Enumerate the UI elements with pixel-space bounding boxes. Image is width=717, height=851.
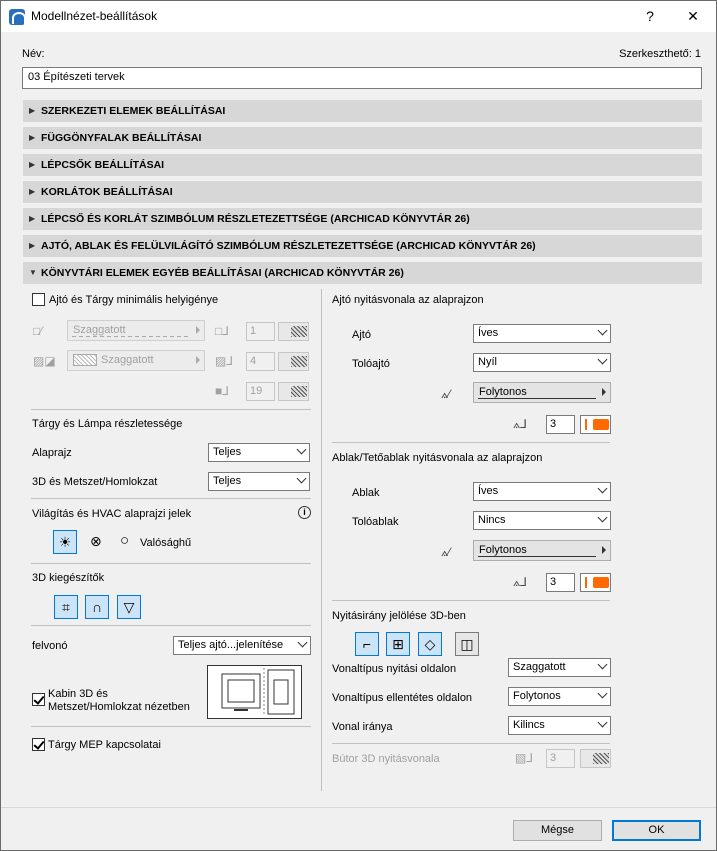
cabin-label-1: Kabin 3D és [48,688,108,700]
divider [31,726,311,727]
divider [332,442,610,443]
chevron-right-icon: ▶ [29,160,36,169]
elevator-label: felvonó [32,640,68,652]
realistic-icon[interactable]: ○ [120,532,130,549]
detail-heading: Tárgy és Lámpa részletessége [32,418,183,430]
chevron-down-icon [297,474,307,484]
section-railings[interactable] [23,181,702,203]
fill-icon: ▨◪ [33,354,56,368]
chevron-down-icon [598,484,608,494]
sliding-window-select[interactable] [473,511,611,530]
section3d-label: 3D és Metszet/Homlokzat [32,476,158,488]
fill-type-select[interactable] [67,350,205,371]
pen-number-2[interactable]: 4 [246,352,275,371]
door-pen-swatch[interactable] [580,415,611,434]
min-space-label: Ajtó és Tárgy minimális helyigénye [49,294,219,306]
section3d-select[interactable] [208,472,310,491]
furniture-pen-number[interactable]: 3 [546,749,575,768]
window-title: Modellnézet-beállítások [31,9,158,23]
door-pen-number[interactable]: 3 [546,415,575,434]
editable-count: Szerkeszthető: 1 [619,48,701,60]
section3d-value: Teljes [213,475,242,487]
divider [332,743,610,744]
archicad-icon [9,9,25,25]
section-label: LÉPCSŐK BEÁLLÍTÁSAI [41,159,165,171]
section-label: LÉPCSŐ ÉS KORLÁT SZIMBÓLUM RÉSZLETEZETTSÉGE (ARCHICAD KÖNYVTÁR 26) [41,213,470,225]
cancel-button[interactable]: Mégse [513,820,602,841]
min-space-checkbox[interactable] [32,293,45,306]
door-heading: Ajtó nyitásvonala az alaprajzon [332,294,484,306]
section-library-other[interactable] [23,262,702,284]
divider [31,498,311,499]
ok-button[interactable]: OK [612,820,701,841]
chevron-right-icon: ▶ [29,214,36,223]
window-heading: Ablak/Tetőablak nyitásvonala az alaprajzon [332,452,543,464]
line-type-select[interactable] [67,320,205,341]
section-stairs[interactable] [23,154,702,176]
sliding-window-label: Tolóablak [352,516,399,528]
lighting-heading: Világítás és HVAC alaprajzi jelek [32,508,192,520]
name-input[interactable]: 03 Építészeti tervek [22,67,702,89]
floorplan-select[interactable] [208,443,310,462]
door-value: Íves [478,327,499,339]
window-select[interactable] [473,482,611,501]
direction-value: Kilincs [513,719,545,731]
elevator-preview [207,665,302,719]
close-button[interactable]: ✕ [687,8,699,24]
fill-pattern-swatch [73,354,97,366]
section-stair-symbol[interactable] [23,208,702,230]
section-curtain-wall[interactable] [23,127,702,149]
mep-checkbox[interactable] [32,738,45,751]
pen-number-1[interactable]: 1 [246,322,275,341]
chevron-down-icon [298,638,308,648]
section-label: FÜGGÖNYFALAK BEÁLLÍTÁSAI [41,132,202,144]
open-side-value: Szaggatott [513,661,566,673]
pen-swatch-2[interactable] [278,352,309,371]
sliding-door-select[interactable] [473,353,611,372]
line-type-value: Szaggatott [73,324,126,336]
cabin-checkbox[interactable] [32,693,45,706]
chevron-right-icon: ▶ [29,241,36,250]
line-icon: □⁄ [33,324,43,338]
divider [31,563,311,564]
door-line-type-select[interactable] [473,382,611,403]
pen-swatch-3[interactable] [278,382,309,401]
line-type-icon: ⟑⁄ [441,387,451,401]
chevron-down-icon [598,326,608,336]
pen-swatch-1[interactable] [278,322,309,341]
pen-icon: ⟑⅃ [513,575,527,589]
cross-circle-icon[interactable]: ⊗ [90,533,102,549]
section-label: SZERKEZETI ELEMEK BEÁLLÍTÁSAI [41,105,226,117]
sliding-window-value: Nincs [478,514,506,526]
door-select[interactable] [473,324,611,343]
pen-icon: ⟑⅃ [513,417,527,431]
furniture-pen-icon: ▧⅃ [515,751,534,765]
section-label: KÖNYVTÁRI ELEMEK EGYÉB BEÁLLÍTÁSAI (ARCHICAD KÖNYVTÁR 26) [41,267,404,279]
chevron-down-icon [598,513,608,523]
info-icon[interactable]: i [298,506,311,519]
fill-pen-icon: ▨⅃ [215,354,234,368]
fill-type-value: Szaggatott [101,354,154,366]
opening-door-icon[interactable]: ⌐ [355,632,379,656]
cabin-label-2: Metszet/Homlokzat nézetben [48,701,190,713]
window-value: Íves [478,485,499,497]
direction-select[interactable] [508,716,611,735]
section-label: AJTÓ, ABLAK ÉS FELÜLVILÁGÍTÓ SZIMBÓLUM RÉSZLETEZETTSÉGE (ARCHICAD KÖNYVTÁR 26) [41,240,536,252]
floorplan-label: Alaprajz [32,447,72,459]
opposite-side-label: Vonaltípus ellentétes oldalon [332,692,473,704]
chevron-down-icon: ▼ [29,268,37,277]
column-divider [321,289,322,791]
section-structural[interactable] [23,100,702,122]
chevron-right-icon: ▶ [29,187,36,196]
elevator-select[interactable] [173,636,311,655]
sliding-door-label: Tolóajtó [352,358,390,370]
background-pen-icon: ■⅃ [215,384,229,398]
floorplan-value: Teljes [213,446,242,458]
elevator-value: Teljes ajtó...jelenítése [178,639,284,651]
window-pen-number[interactable]: 3 [546,573,575,592]
opening3d-heading: Nyitásirány jelölése 3D-ben [332,610,466,622]
window-line-type-select[interactable] [473,540,611,561]
furniture-label: Bútor 3D nyitásvonala [332,753,440,765]
mep-label: Tárgy MEP kapcsolatai [48,739,161,751]
opening-cabinet-icon[interactable]: ◫ [455,632,479,656]
chevron-down-icon [598,689,608,699]
chevron-down-icon [297,445,307,455]
opposite-side-value: Folytonos [513,690,561,702]
accessory-b-icon[interactable]: ∩ [85,595,109,619]
divider [31,409,311,410]
sliding-door-value: Nyíl [478,356,497,368]
divider [332,600,610,601]
door-label: Ajtó [352,329,371,341]
title-bar [1,1,716,32]
chevron-right-icon: ▶ [29,106,36,115]
open-side-label: Vonaltípus nyitási oldalon [332,663,457,675]
chevron-down-icon [598,718,608,728]
furniture-pen-swatch[interactable] [580,749,611,768]
realistic-label: Valósághű [140,537,192,549]
section-label: KORLÁTOK BEÁLLÍTÁSAI [41,186,173,198]
direction-label: Vonal iránya [332,721,393,733]
door-line-type-value: Folytonos [479,386,527,398]
accessory-a-icon[interactable]: ⌗ [54,595,78,619]
chevron-down-icon [598,660,608,670]
divider [31,625,311,626]
pen-number-3[interactable]: 19 [246,382,275,401]
section-door-window-symbol[interactable] [23,235,702,257]
chevron-right-icon: ▶ [29,133,36,142]
accessories-heading: 3D kiegészítők [32,572,105,584]
open-side-select[interactable] [508,658,611,677]
bulb-icon[interactable]: ☀ [53,530,77,554]
line-type-icon: ⟑⁄ [441,545,451,559]
opposite-side-select[interactable] [508,687,611,706]
accessory-c-icon[interactable]: ▽ [117,595,141,619]
chevron-down-icon [598,355,608,365]
opening-window-icon[interactable]: ⊞ [386,632,410,656]
name-label: Név: [22,48,45,60]
footer-divider [1,807,716,808]
pen-icon: □⅃ [215,324,229,338]
window-pen-swatch[interactable] [580,573,611,592]
opening-skylight-icon[interactable]: ◇ [418,632,442,656]
help-button[interactable]: ? [646,8,654,24]
window-line-type-value: Folytonos [479,544,527,556]
window-label: Ablak [352,487,380,499]
